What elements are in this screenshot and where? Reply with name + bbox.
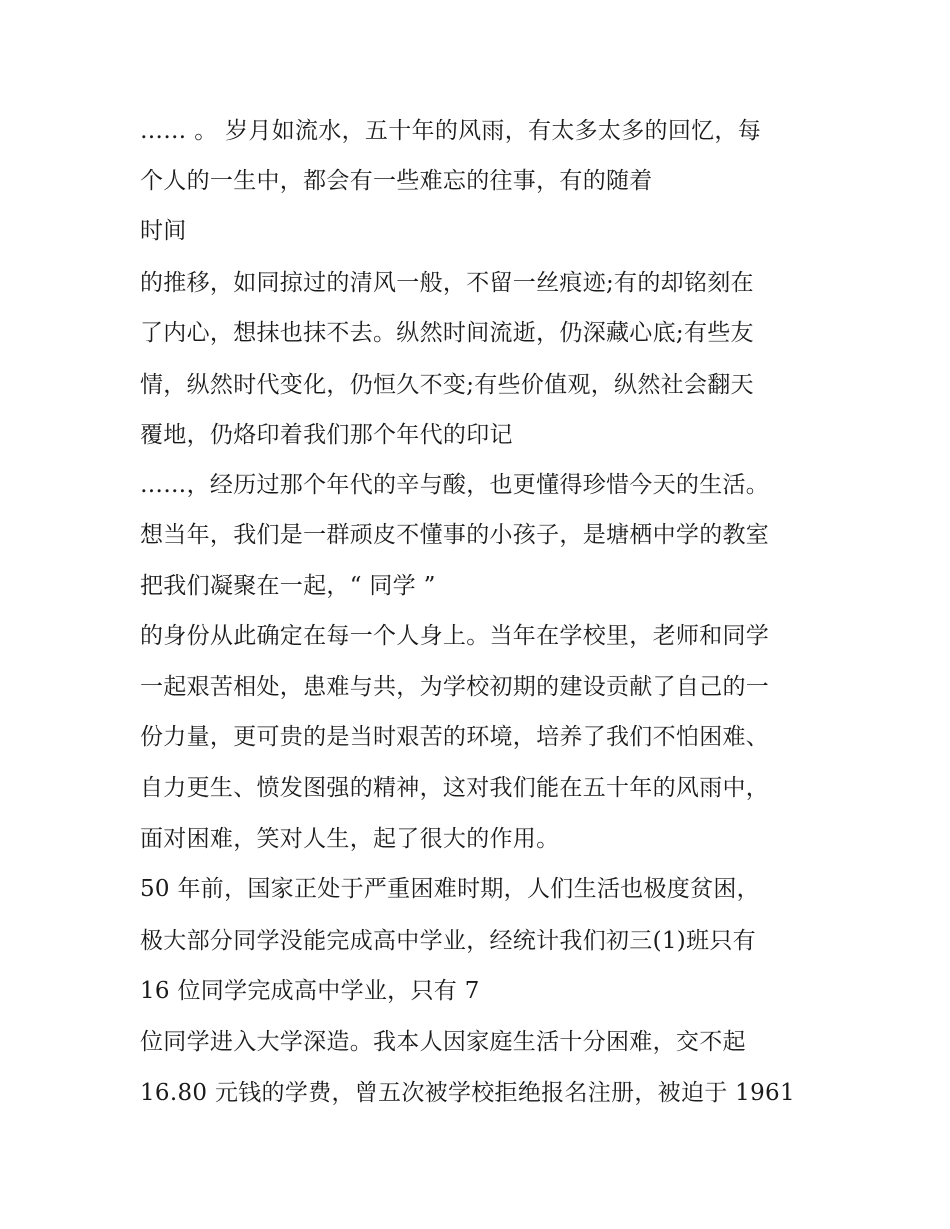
text-line: 了内心，想抹也抹不去。纵然时间流逝，仍深藏心底;有些友 (140, 320, 754, 346)
text-line: 16.80 元钱的学费，曾五次被学校拒绝报名注册，被迫于 1961 (140, 1080, 795, 1106)
text-line: 的推移，如同掠过的清风一般，不留一丝痕迹;有的却铭刻在 (140, 270, 754, 296)
text-line: 16 位同学完成高中学业，只有 7 (140, 978, 480, 1004)
text-line: 自力更生、愤发图强的精神，这对我们能在五十年的风雨中， (140, 775, 770, 801)
text-line: 想当年，我们是一群顽皮不懂事的小孩子，是塘栖中学的教室 (140, 522, 770, 548)
text-line: 个人的一生中，都会有一些难忘的往事，有的随着 (140, 168, 653, 194)
text-line: 极大部分同学没能完成高中学业，经统计我们初三(1)班只有 (140, 928, 756, 954)
text-line: ……，经历过那个年代的辛与酸，也更懂得珍惜今天的生活。 (140, 472, 770, 498)
text-line: 份力量，更可贵的是当时艰苦的环境，培养了我们不怕困难、 (140, 724, 770, 750)
text-line: 的身份从此确定在每一个人身上。当年在学校里，老师和同学 (140, 623, 770, 649)
text-line: 一起艰苦相处，患难与共，为学校初期的建设贡献了自己的一 (140, 674, 770, 700)
text-line: 面对困难，笑对人生，起了很大的作用。 (140, 826, 560, 852)
text-line: 时间 (140, 218, 187, 244)
text-line: 覆地，仍烙印着我们那个年代的印记 (140, 422, 513, 448)
text-line: 把我们凝聚在一起，“ 同学 ” (140, 573, 436, 599)
text-line: 情，纵然时代变化，仍恒久不变;有些价值观，纵然社会翻天 (140, 372, 754, 398)
text-line: 50 年前，国家正处于严重困难时期，人们生活也极度贫困， (140, 876, 760, 902)
text-line: 位同学进入大学深造。我本人因家庭生活十分困难，交不起 (140, 1029, 746, 1055)
text-line: …… 。 岁月如流水，五十年的风雨，有太多太多的回忆，每 (140, 118, 762, 144)
